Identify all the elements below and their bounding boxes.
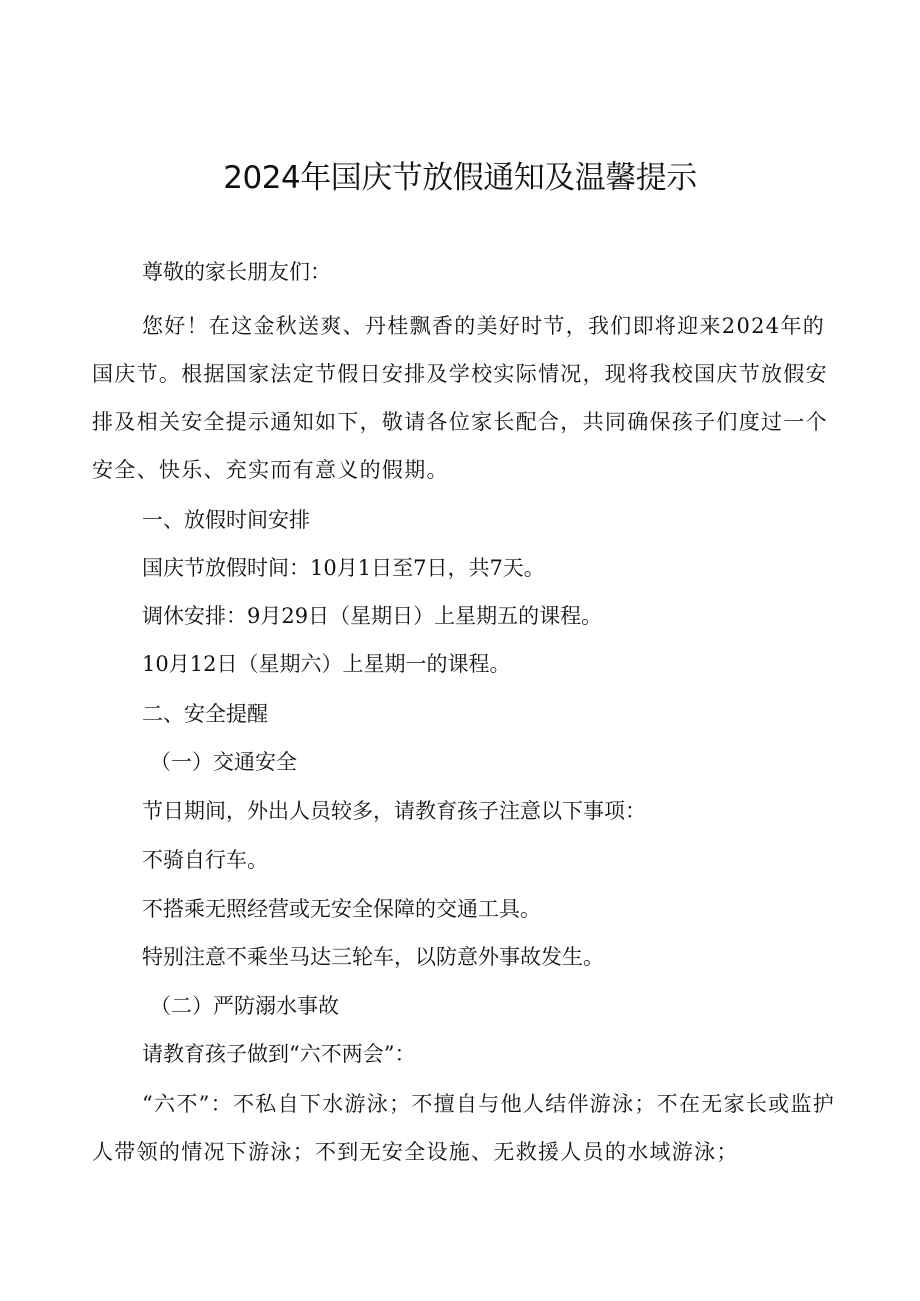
section-heading-schedule: 一、放假时间安排 [142,508,310,532]
traffic-item: 不骑自行车。 [142,848,268,872]
subsection-heading-drowning: （二）严防溺水事故 [150,994,339,1018]
traffic-item: 不搭乘无照经营或无安全保障的交通工具。 [142,897,541,921]
holiday-period: 国庆节放假时间：10月1日至7日，共7天。 [142,556,545,580]
makeup-day-1: 调休安排：9月29日（星期日）上星期五的课程。 [142,604,603,628]
section-heading-safety: 二、安全提醒 [142,702,268,726]
intro-paragraph: 您好！在这金秋送爽、丹桂飘香的美好时节，我们即将迎来2024年的国庆节。根据国家法定节假日安排及学校实际情况，现将我校国庆节放假安排及相关安全提示通知如下，敬请各位家长配合，共同确保孩子们度过一个安全、快乐、充实而有意义的假期。 [92,314,828,482]
document-title: 2024年国庆节放假通知及温馨提示 [223,160,697,196]
subsection-heading-traffic: （一）交通安全 [150,750,297,774]
salutation: 尊敬的家长朋友们： [142,260,331,284]
drowning-intro: 请教育孩子做到“六不两会”： [142,1042,416,1066]
traffic-item: 特别注意不乘坐马达三轮车，以防意外事故发生。 [142,945,604,969]
six-no-paragraph: “六不”：不私自下水游泳；不擅自与他人结伴游泳；不在无家长或监护人带领的情况下游泳；不到无安全设施、无救援人员的水域游泳； [92,1092,836,1164]
makeup-day-2: 10月12日（星期六）上星期一的课程。 [142,652,511,676]
traffic-intro: 节日期间，外出人员较多，请教育孩子注意以下事项： [142,799,646,823]
